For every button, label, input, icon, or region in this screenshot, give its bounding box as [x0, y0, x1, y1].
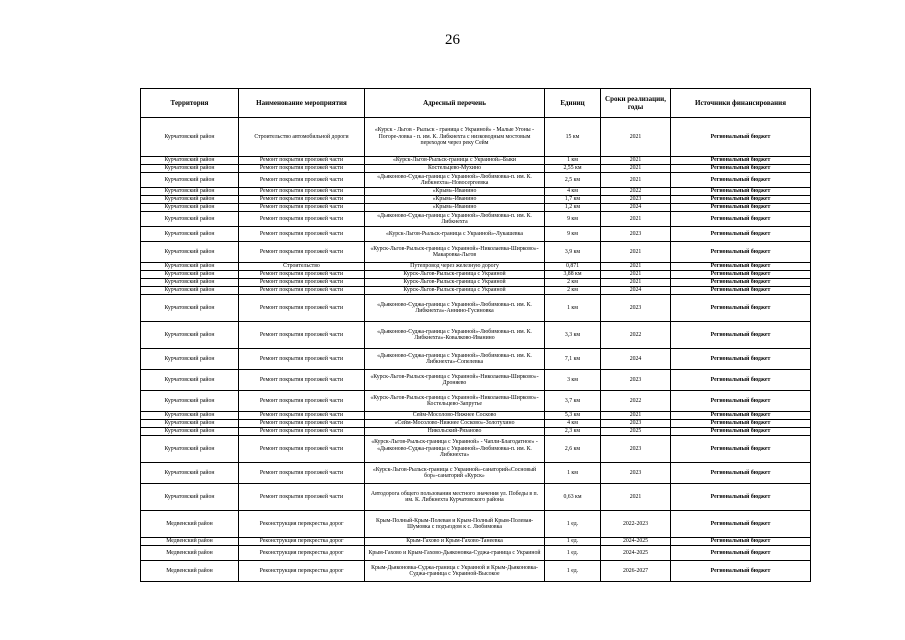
cell-years: 2022 [601, 322, 671, 349]
table-row [141, 118, 811, 157]
cell-measure: Ремонт покрытия проезжей части [239, 212, 365, 227]
cell-address: Крым-Дьяконовка-Суджа-граница с Украиной и Крым-Дьяконовка-Суджа-граница с Украиной-Высокое [365, 561, 545, 582]
cell-address: «Дьяконово-Суджа-граница с Украиной»-Любимовка-п. им. К. Либкнехта»-Ковалково-Иванино [365, 322, 545, 349]
cell-years: 2023 [601, 463, 671, 484]
cell-address: Курск-Льгов-Рыльск-граница с Украиной [365, 271, 545, 279]
table-row [141, 165, 811, 173]
cell-units: 3,3 км [545, 322, 601, 349]
cell-territory: Медвенский район [141, 561, 239, 582]
cell-source: Региональный бюджет [671, 370, 811, 391]
cell-years: 2024-2025 [601, 538, 671, 546]
cell-years: 2023 [601, 295, 671, 322]
table-row [141, 511, 811, 538]
cell-units: 1 ед. [545, 538, 601, 546]
cell-territory: Курчатовский район [141, 436, 239, 463]
cell-measure: Ремонт покрытия проезжей части [239, 188, 365, 196]
header-measure: Наименование мероприятия [239, 89, 365, 118]
cell-units: 1 ед. [545, 511, 601, 538]
cell-territory: Курчатовский район [141, 196, 239, 204]
cell-territory: Курчатовский район [141, 242, 239, 263]
cell-measure: Ремонт покрытия проезжей части [239, 370, 365, 391]
cell-territory: Курчатовский район [141, 263, 239, 271]
cell-address: «Курск-Льгов-Рыльск-граница с Украиной»-Николаевка-Ширково»-Дроняево [365, 370, 545, 391]
cell-years: 2021 [601, 412, 671, 420]
cell-source: Региональный бюджет [671, 279, 811, 287]
cell-source: Региональный бюджет [671, 271, 811, 279]
cell-territory: Медвенский район [141, 546, 239, 561]
cell-address: «Дьяконово-Суджа-граница с Украиной»-Любимовка-п. им. К. Либкнехта [365, 212, 545, 227]
cell-units: 1,2 км [545, 204, 601, 212]
cell-measure: Ремонт покрытия проезжей части [239, 173, 365, 188]
cell-address: Крым-Гахово и Крым-Гахово-Дьяконовка-Суджа-граница с Украиной [365, 546, 545, 561]
cell-years: 2021 [601, 263, 671, 271]
cell-years: 2022-2023 [601, 511, 671, 538]
cell-units: 3 км [545, 370, 601, 391]
cell-source: Региональный бюджет [671, 287, 811, 295]
cell-units: 2,3 км [545, 428, 601, 436]
cell-source: Региональный бюджет [671, 538, 811, 546]
cell-measure: Ремонт покрытия проезжей части [239, 242, 365, 263]
cell-address: Крым-Гахово и Крым-Гахово-Танеевка [365, 538, 545, 546]
cell-units: 2,55 км [545, 165, 601, 173]
cell-years: 2023 [601, 370, 671, 391]
cell-units: 2,5 км [545, 173, 601, 188]
cell-address: Никольский-Рязаново [365, 428, 545, 436]
table-row [141, 428, 811, 436]
cell-address: «Крым»-Иванино [365, 204, 545, 212]
cell-measure: Ремонт покрытия проезжей части [239, 420, 365, 428]
cell-years: 2021 [601, 279, 671, 287]
cell-source: Региональный бюджет [671, 463, 811, 484]
cell-years: 2021 [601, 173, 671, 188]
table-row [141, 287, 811, 295]
cell-territory: Курчатовский район [141, 428, 239, 436]
header-source: Источники финансирования [671, 89, 811, 118]
cell-source: Региональный бюджет [671, 165, 811, 173]
cell-address: «Сейм-Мосолово-Нижнее Сосково»-Золотухино [365, 420, 545, 428]
cell-measure: Ремонт покрытия проезжей части [239, 322, 365, 349]
cell-source: Региональный бюджет [671, 227, 811, 242]
cell-measure: Ремонт покрытия проезжей части [239, 227, 365, 242]
table-row [141, 322, 811, 349]
cell-territory: Курчатовский район [141, 484, 239, 511]
cell-source: Региональный бюджет [671, 484, 811, 511]
cell-address: «Дьяконово-Суджа-граница с Украиной»-Любимовка-п. им. К. Либкнехта»-Сопелевка [365, 349, 545, 370]
cell-source: Региональный бюджет [671, 157, 811, 165]
cell-units: 4 км [545, 188, 601, 196]
cell-source: Региональный бюджет [671, 428, 811, 436]
cell-measure: Ремонт покрытия проезжей части [239, 484, 365, 511]
cell-years: 2026-2027 [601, 561, 671, 582]
table-row [141, 412, 811, 420]
cell-address: Костельцево-Мухино [365, 165, 545, 173]
cell-years: 2023 [601, 436, 671, 463]
cell-address: «Курск-Льгов-Рыльск-граница с Украиной»-Быки [365, 157, 545, 165]
cell-territory: Курчатовский район [141, 287, 239, 295]
cell-measure: Ремонт покрытия проезжей части [239, 463, 365, 484]
cell-territory: Курчатовский район [141, 157, 239, 165]
table-row [141, 196, 811, 204]
cell-measure: Ремонт покрытия проезжей части [239, 436, 365, 463]
table-row [141, 538, 811, 546]
cell-units: 1,7 км [545, 196, 601, 204]
cell-address: «Крым»-Иванино [365, 188, 545, 196]
cell-years: 2025 [601, 428, 671, 436]
cell-source: Региональный бюджет [671, 173, 811, 188]
cell-source: Региональный бюджет [671, 118, 811, 157]
cell-source: Региональный бюджет [671, 242, 811, 263]
cell-source: Региональный бюджет [671, 349, 811, 370]
header-territory: Территория [141, 89, 239, 118]
table-row [141, 271, 811, 279]
cell-territory: Курчатовский район [141, 118, 239, 157]
cell-years: 2021 [601, 165, 671, 173]
cell-address: «Курск-Льгов-Рыльск-граница с Украиной»-санаторий«Сосновый бор»-санаторий «Курск» [365, 463, 545, 484]
cell-territory: Курчатовский район [141, 271, 239, 279]
cell-source: Региональный бюджет [671, 196, 811, 204]
cell-address: «Курск-Льгов-Рыльск-граница с Украиной»-Николаевка-Ширково»-Костельцево-Запрутье [365, 391, 545, 412]
table-header-row [141, 89, 811, 118]
cell-territory: Курчатовский район [141, 370, 239, 391]
cell-units: 1 км [545, 295, 601, 322]
cell-years: 2023 [601, 420, 671, 428]
cell-territory: Курчатовский район [141, 463, 239, 484]
table-row [141, 212, 811, 227]
cell-measure: Строительство автомобильной дороги [239, 118, 365, 157]
table-row [141, 295, 811, 322]
cell-years: 2024 [601, 204, 671, 212]
table-row [141, 263, 811, 271]
page-number: 26 [445, 32, 460, 48]
cell-source: Региональный бюджет [671, 546, 811, 561]
cell-measure: Ремонт покрытия проезжей части [239, 295, 365, 322]
cell-units: 2 км [545, 287, 601, 295]
cell-source: Региональный бюджет [671, 188, 811, 196]
cell-territory: Медвенский район [141, 511, 239, 538]
cell-address: Автодорога общего пользования местного значения ул. Победы в п. им. К. Либкнехта Курчатовского района [365, 484, 545, 511]
cell-years: 2023 [601, 196, 671, 204]
cell-measure: Ремонт покрытия проезжей части [239, 204, 365, 212]
table-row [141, 561, 811, 582]
cell-units: 9 км [545, 212, 601, 227]
header-address: Адресный перечень [365, 89, 545, 118]
table-body [141, 118, 811, 582]
cell-territory: Курчатовский район [141, 349, 239, 370]
table-row [141, 242, 811, 263]
cell-territory: Курчатовский район [141, 212, 239, 227]
cell-units: 4 км [545, 420, 601, 428]
cell-source: Региональный бюджет [671, 204, 811, 212]
cell-years: 2021 [601, 242, 671, 263]
table-row [141, 227, 811, 242]
cell-units: 3,88 км [545, 271, 601, 279]
table-row [141, 484, 811, 511]
cell-measure: Ремонт покрытия проезжей части [239, 165, 365, 173]
cell-units: 1 км [545, 463, 601, 484]
cell-territory: Курчатовский район [141, 295, 239, 322]
cell-source: Региональный бюджет [671, 212, 811, 227]
cell-measure: Ремонт покрытия проезжей части [239, 391, 365, 412]
cell-measure: Ремонт покрытия проезжей части [239, 349, 365, 370]
cell-source: Региональный бюджет [671, 561, 811, 582]
cell-years: 2021 [601, 157, 671, 165]
cell-measure: Ремонт покрытия проезжей части [239, 287, 365, 295]
cell-units: 1 ед. [545, 561, 601, 582]
cell-years: 2024 [601, 349, 671, 370]
cell-units: 15 км [545, 118, 601, 157]
cell-source: Региональный бюджет [671, 322, 811, 349]
cell-source: Региональный бюджет [671, 391, 811, 412]
cell-source: Региональный бюджет [671, 436, 811, 463]
cell-address: Курск-Льгов-Рыльск-граница с Украиной [365, 287, 545, 295]
cell-years: 2021 [601, 212, 671, 227]
cell-address: Путепровод через железную дорогу [365, 263, 545, 271]
cell-years: 2021 [601, 271, 671, 279]
table-row [141, 391, 811, 412]
cell-address: «Дьяконово-Суджа-граница с Украиной»-Любимовка-п. им. К. Либкнехта»-Аннино-Гусиновка [365, 295, 545, 322]
table-row [141, 463, 811, 484]
table-row [141, 188, 811, 196]
cell-years: 2024-2025 [601, 546, 671, 561]
cell-measure: Ремонт покрытия проезжей части [239, 196, 365, 204]
cell-years: 2022 [601, 188, 671, 196]
cell-address: «Курск-Льгов-Рыльск-граница с Украиной»-Николаевка-Ширково»-Макаровка-Льгов [365, 242, 545, 263]
cell-territory: Медвенский район [141, 538, 239, 546]
cell-units: 0,871 [545, 263, 601, 271]
cell-measure: Ремонт покрытия проезжей части [239, 428, 365, 436]
cell-measure: Ремонт покрытия проезжей части [239, 157, 365, 165]
table-row [141, 420, 811, 428]
cell-years: 2024 [601, 287, 671, 295]
cell-years: 2022 [601, 391, 671, 412]
cell-measure: Реконструкция перекрестка дорог [239, 561, 365, 582]
cell-address: Сейм-Мосолово-Нижнее Сосково [365, 412, 545, 420]
cell-measure: Ремонт покрытия проезжей части [239, 271, 365, 279]
cell-measure: Реконструкция перекрестка дорог [239, 511, 365, 538]
cell-source: Региональный бюджет [671, 295, 811, 322]
cell-territory: Курчатовский район [141, 165, 239, 173]
table-row [141, 370, 811, 391]
cell-units: 2,6 км [545, 436, 601, 463]
cell-measure: Реконструкция перекрестка дорог [239, 538, 365, 546]
table-row [141, 173, 811, 188]
cell-units: 1 км [545, 157, 601, 165]
cell-units: 0,63 км [545, 484, 601, 511]
cell-units: 2 км [545, 279, 601, 287]
cell-territory: Курчатовский район [141, 420, 239, 428]
table-row [141, 204, 811, 212]
table-row [141, 546, 811, 561]
table-row [141, 279, 811, 287]
cell-address: «Курск - Льгов - Рыльск - граница с Украиной» - Малые Угоны - Погоре-ловка - п. им. К. Либкнехта с низководным мостовым переходом через реку Сейм [365, 118, 545, 157]
cell-territory: Курчатовский район [141, 322, 239, 349]
cell-address: «Дьяконово-Суджа-граница с Украиной»-Любимовка-п. им. К. Либкнехта»-Новосергеевка [365, 173, 545, 188]
cell-address: Курск-Льгов-Рыльск-граница с Украиной [365, 279, 545, 287]
cell-source: Региональный бюджет [671, 412, 811, 420]
events-table [140, 88, 811, 582]
cell-territory: Курчатовский район [141, 391, 239, 412]
cell-units: 3,9 км [545, 242, 601, 263]
cell-measure: Строительство [239, 263, 365, 271]
cell-source: Региональный бюджет [671, 511, 811, 538]
header-units: Единиц [545, 89, 601, 118]
cell-units: 5,3 км [545, 412, 601, 420]
cell-source: Региональный бюджет [671, 420, 811, 428]
cell-territory: Курчатовский район [141, 188, 239, 196]
cell-address: Крым-Полный-Крым-Полевая и Крым-Полный Крым-Полевая-Шумовка с подъездом к с. Любимовка [365, 511, 545, 538]
cell-measure: Ремонт покрытия проезжей части [239, 279, 365, 287]
cell-years: 2021 [601, 118, 671, 157]
cell-address: «Курск-Льгов-Рыльск-граница с Украиной» - Чапли-Благодатное» - «Дьяконово-Суджа-граница с Украиной»-Любимовка-п. им. К. Либкнехта» [365, 436, 545, 463]
cell-territory: Курчатовский район [141, 279, 239, 287]
table-row [141, 436, 811, 463]
cell-units: 9 км [545, 227, 601, 242]
table-row [141, 349, 811, 370]
cell-territory: Курчатовский район [141, 204, 239, 212]
cell-territory: Курчатовский район [141, 412, 239, 420]
table-row [141, 157, 811, 165]
cell-address: «Крым»-Иванино [365, 196, 545, 204]
cell-measure: Реконструкция перекрестка дорог [239, 546, 365, 561]
header-years: Сроки реализации, годы [601, 89, 671, 118]
cell-years: 2023 [601, 227, 671, 242]
cell-address: «Курск-Льгов-Рыльск-граница с Украиной»-Лукашевка [365, 227, 545, 242]
cell-units: 1 ед. [545, 546, 601, 561]
cell-units: 3,7 км [545, 391, 601, 412]
cell-measure: Ремонт покрытия проезжей части [239, 412, 365, 420]
cell-source: Региональный бюджет [671, 263, 811, 271]
cell-units: 7,1 км [545, 349, 601, 370]
cell-territory: Курчатовский район [141, 173, 239, 188]
cell-territory: Курчатовский район [141, 227, 239, 242]
cell-years: 2021 [601, 484, 671, 511]
